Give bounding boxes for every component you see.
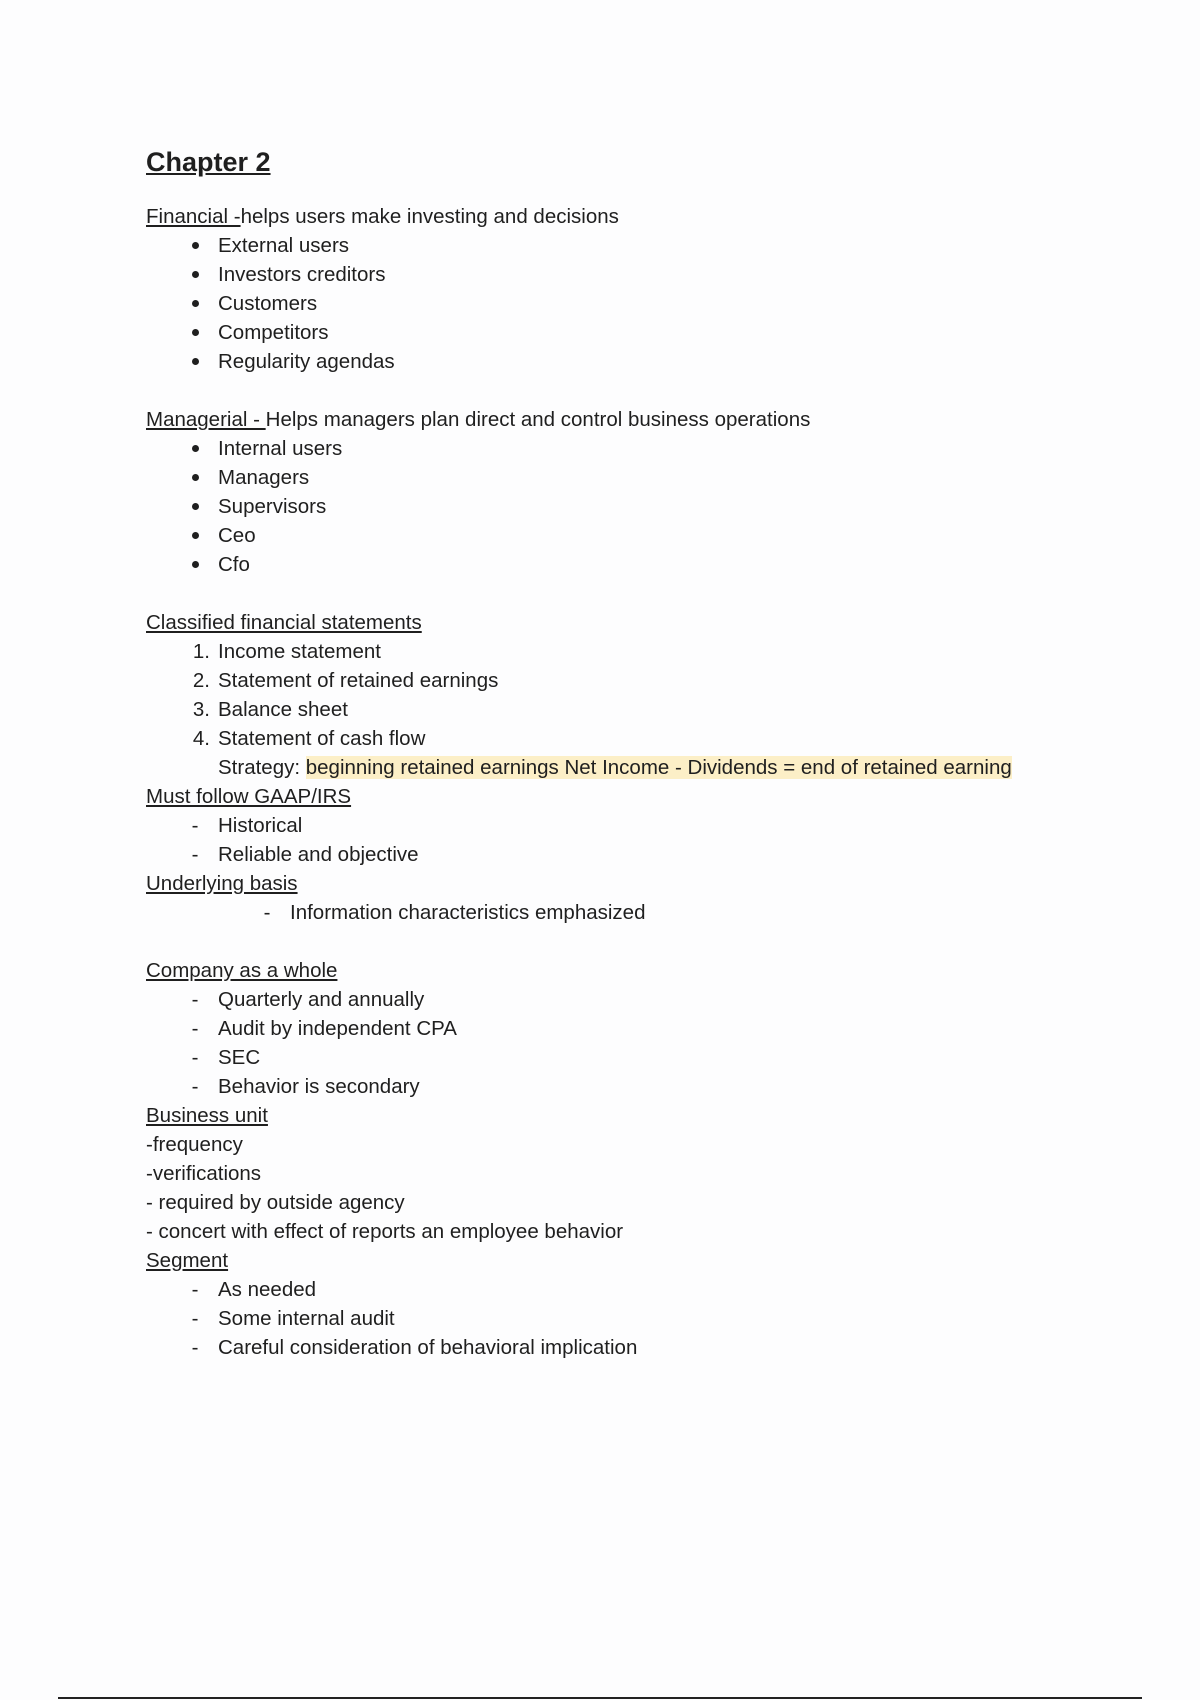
strategy-line — [146, 753, 1106, 782]
segment-heading-line — [146, 1246, 1106, 1275]
list-item: - Information characteristics emphasized — [146, 898, 1106, 927]
bullet-icon — [192, 242, 199, 249]
bullet-icon — [192, 300, 199, 307]
dash-marker: - — [263, 901, 271, 924]
dash-marker: - — [191, 843, 199, 866]
managerial-description: Helps managers plan direct and control business operations — [265, 408, 811, 431]
dash-marker: - — [191, 1278, 199, 1301]
footer-divider — [58, 1697, 1142, 1699]
list-item: Investors creditors — [146, 260, 1106, 289]
list-item: Ceo — [146, 521, 1106, 550]
segment-heading: Segment — [146, 1249, 229, 1272]
bullet-icon — [192, 474, 199, 481]
bullet-icon — [192, 271, 199, 278]
financial-description: helps users make investing and decisions — [240, 205, 619, 228]
managerial-heading-line — [146, 405, 1106, 434]
classified-heading: Classified financial statements — [146, 611, 422, 634]
list-item: Supervisors — [146, 492, 1106, 521]
list-item: Regularity agendas — [146, 347, 1106, 376]
dash-marker: - — [191, 814, 199, 837]
gaap-heading-line — [146, 782, 1106, 811]
list-item: - Historical — [146, 811, 1106, 840]
bullet-icon — [192, 561, 199, 568]
dash-marker: - — [191, 988, 199, 1011]
list-item: Internal users — [146, 434, 1106, 463]
list-item: Competitors — [146, 318, 1106, 347]
company-heading-line — [146, 956, 1106, 985]
strategy-label: Strategy: — [218, 756, 306, 779]
item-number: 1. — [192, 640, 210, 663]
list-item: Customers — [146, 289, 1106, 318]
list-item: - As needed — [146, 1275, 1106, 1304]
item-number: 4. — [192, 727, 210, 750]
numbered-item: 4. Statement of cash flow — [146, 724, 1106, 753]
dash-marker: - — [191, 1336, 199, 1359]
dash-marker: - — [191, 1017, 199, 1040]
document-page — [146, 142, 1106, 1362]
bullet-icon — [192, 445, 199, 452]
dash-marker: - — [191, 1307, 199, 1330]
text-line: - required by outside agency — [146, 1191, 405, 1214]
list-item: Managers — [146, 463, 1106, 492]
text-line: -verifications — [146, 1162, 262, 1185]
list-item: Cfo — [146, 550, 1106, 579]
bullet-icon — [192, 532, 199, 539]
item-number: 2. — [192, 669, 210, 692]
dash-marker: - — [191, 1075, 199, 1098]
bullet-icon — [192, 503, 199, 510]
list-item: - Careful consideration of behavioral implication — [146, 1333, 1106, 1362]
underlying-heading: Underlying basis — [146, 872, 298, 895]
list-item: - SEC — [146, 1043, 1106, 1072]
text-line: -frequency — [146, 1133, 243, 1156]
item-number: 3. — [192, 698, 210, 721]
bullet-icon — [192, 358, 199, 365]
list-item: - Behavior is secondary — [146, 1072, 1106, 1101]
financial-heading: Financial - — [146, 205, 241, 228]
business-unit-heading: Business unit — [146, 1104, 268, 1127]
numbered-item: 1. Income statement — [146, 637, 1106, 666]
company-heading: Company as a whole — [146, 959, 338, 982]
page-title: Chapter 2 — [146, 147, 271, 177]
list-item: - Some internal audit — [146, 1304, 1106, 1333]
classified-heading-line — [146, 608, 1106, 637]
dash-marker: - — [191, 1046, 199, 1069]
underlying-heading-line — [146, 869, 1106, 898]
numbered-item: 2. Statement of retained earnings — [146, 666, 1106, 695]
list-item: External users — [146, 231, 1106, 260]
gaap-heading: Must follow GAAP/IRS — [146, 785, 352, 808]
numbered-item: 3. Balance sheet — [146, 695, 1106, 724]
list-item: - Quarterly and annually — [146, 985, 1106, 1014]
business-unit-heading-line — [146, 1101, 1106, 1130]
text-line: - concert with effect of reports an employee behavior — [146, 1220, 624, 1243]
managerial-heading: Managerial - — [146, 408, 266, 431]
strategy-highlight: beginning retained earnings Net Income - Dividends = end of retained earning — [305, 756, 1012, 779]
list-item: - Reliable and objective — [146, 840, 1106, 869]
financial-heading-line — [146, 202, 1106, 231]
bullet-icon — [192, 329, 199, 336]
list-item: - Audit by independent CPA — [146, 1014, 1106, 1043]
